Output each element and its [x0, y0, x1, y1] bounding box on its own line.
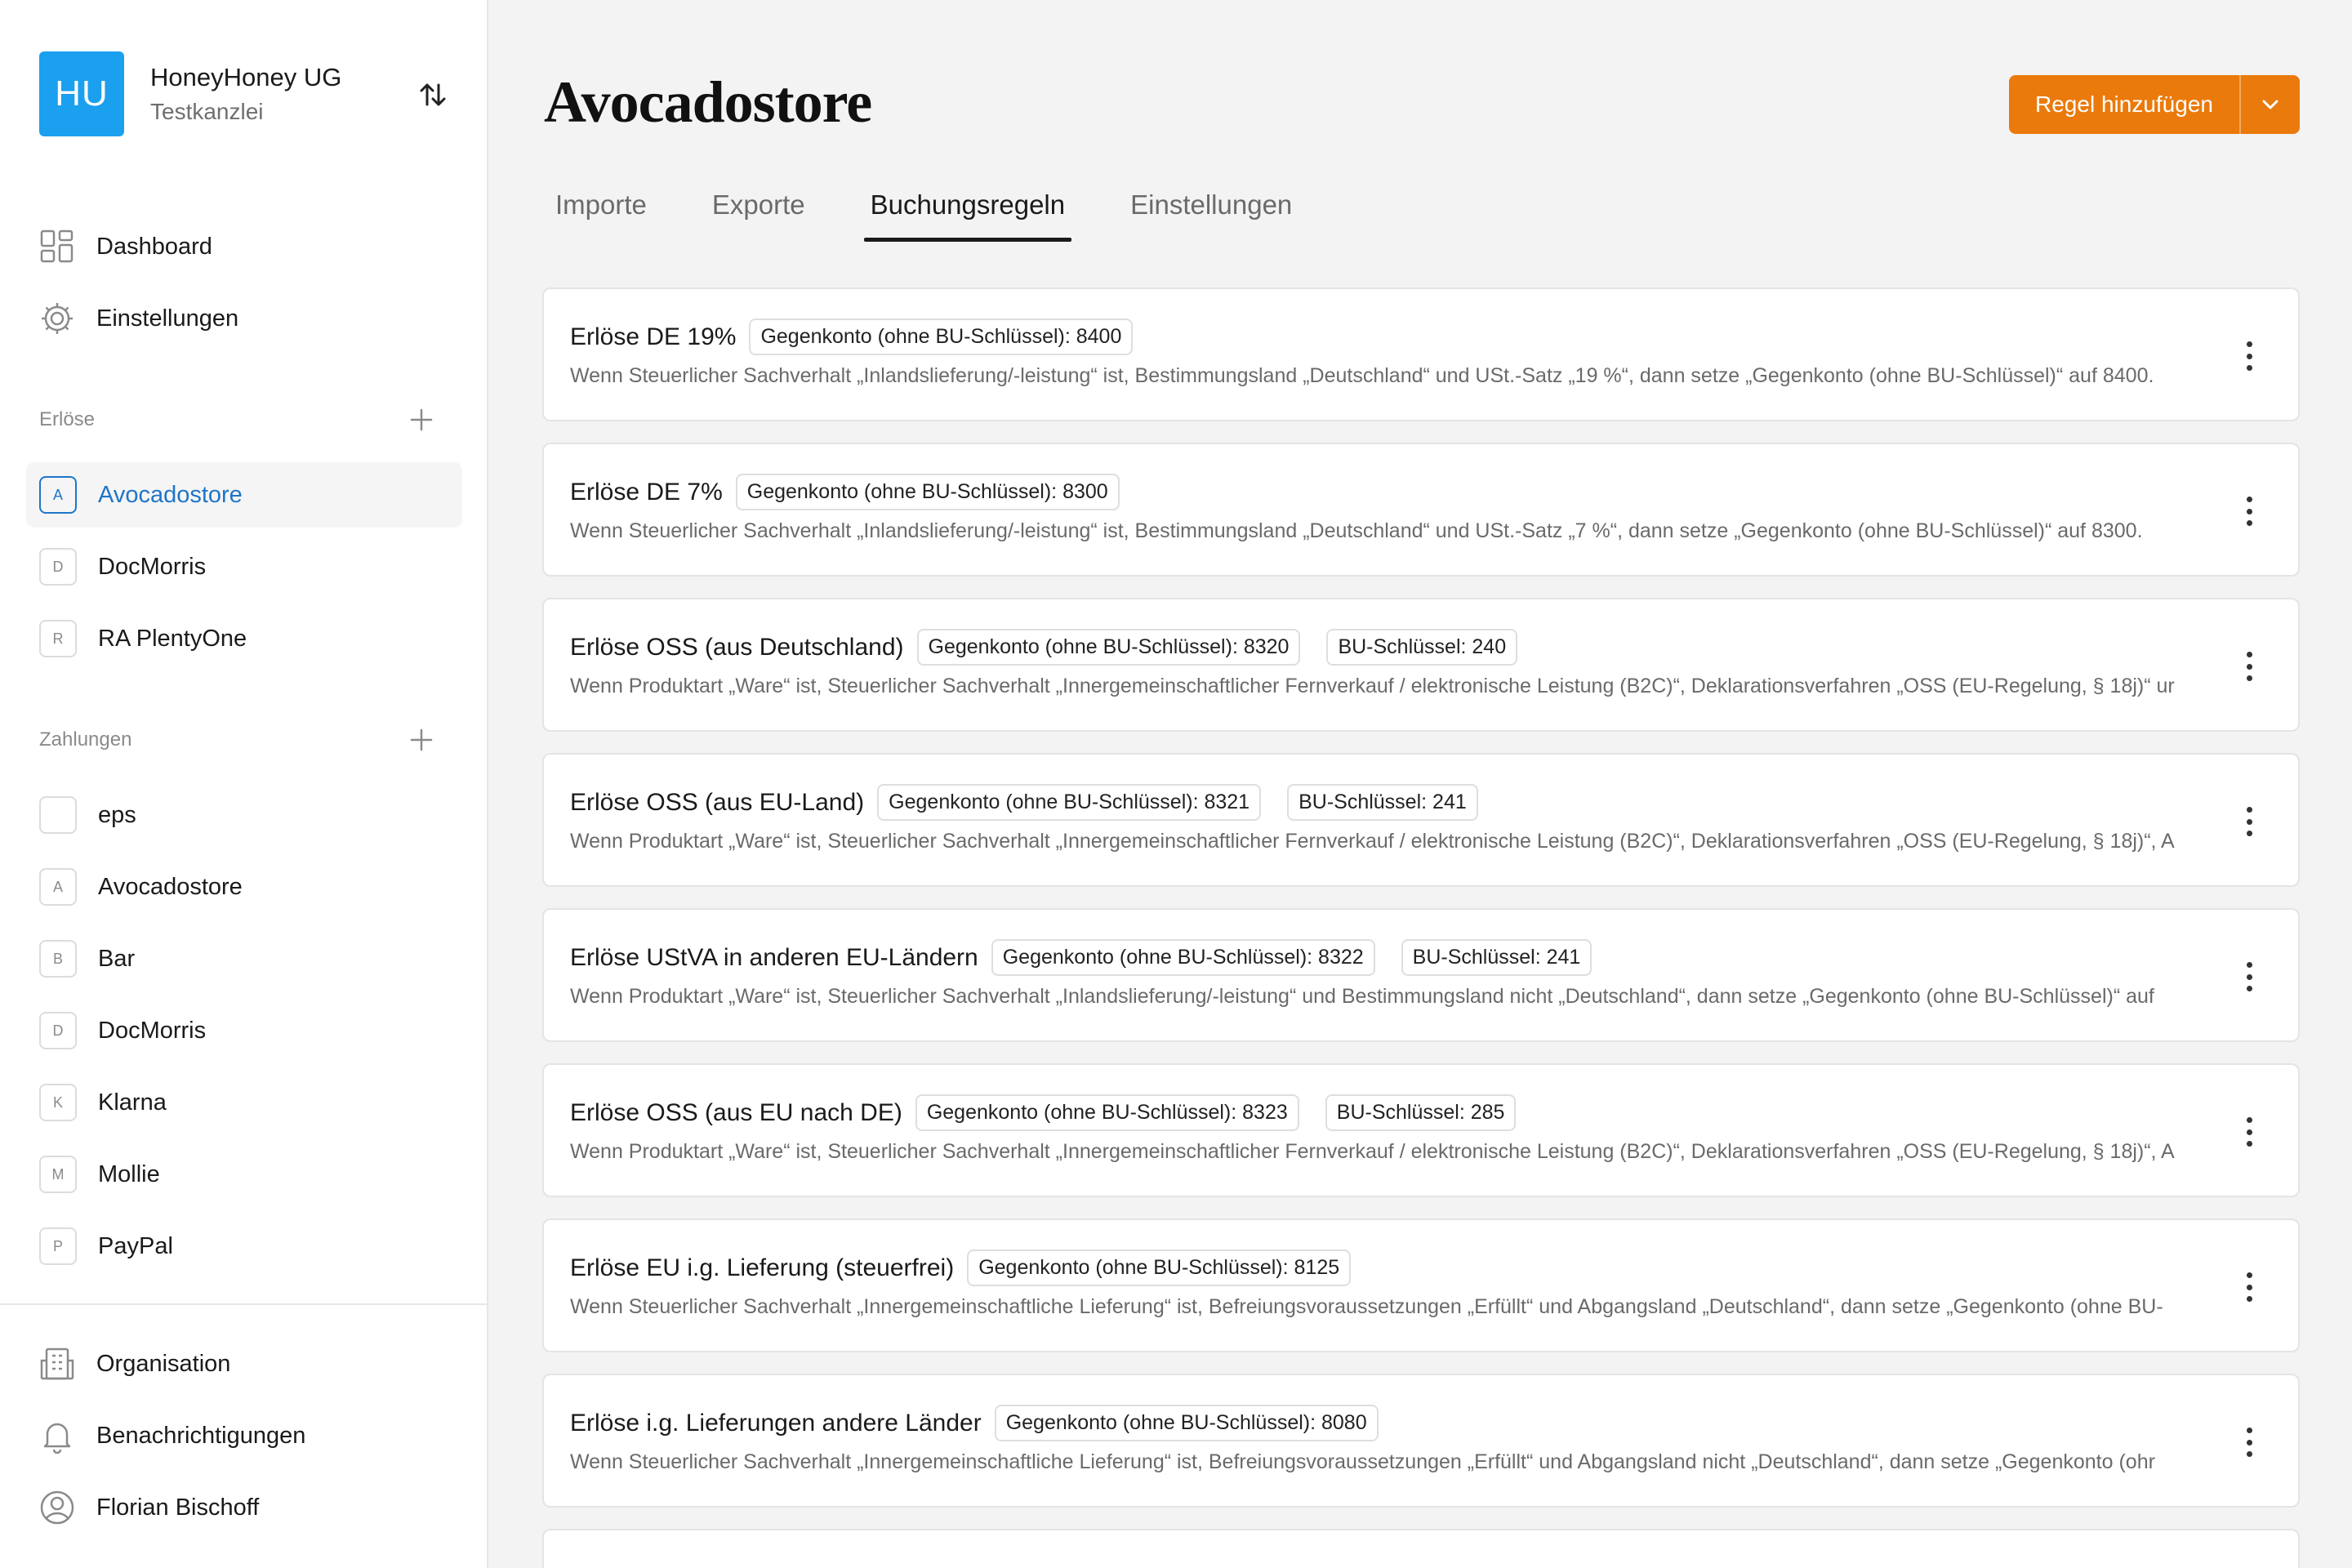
sidebar-item-zahlungen-eps[interactable]	[26, 782, 462, 848]
section-header-zahlungen	[39, 715, 438, 764]
rule-name: Erlöse DE 19%	[570, 323, 737, 350]
more-options-icon[interactable]	[2233, 959, 2265, 995]
rule-card[interactable]	[542, 753, 2300, 887]
nav-item-label: Florian Bischoff	[96, 1494, 260, 1521]
rule-badge-gegenkonto: Gegenkonto (ohne BU-Schlüssel): 8323	[915, 1094, 1299, 1131]
section-title: Zahlungen	[39, 728, 132, 751]
section-header-erloese	[39, 395, 438, 444]
rule-badge-bu-schluessel: BU-Schlüssel: 240	[1326, 629, 1517, 666]
tab-importe[interactable]: Importe	[555, 189, 647, 220]
nav-item-user-profile[interactable]	[26, 1475, 462, 1540]
rule-name: Erlöse OSS (aus EU-Land)	[570, 788, 865, 816]
zahlungen-list	[26, 782, 462, 1285]
rule-description: Wenn Produktart „Ware“ ist, Steuerlicher Sachverhalt „Innergemeinschaftlicher Fernverkauf / elektronische Leistung (B2C)“, Deklarationsverfahren „OSS (EU-Regelung, § 18j)“, A	[570, 830, 2175, 853]
nav-item-label: PayPal	[98, 1232, 173, 1259]
nav-item-label: Avocadostore	[98, 873, 243, 900]
sidebar-divider	[0, 1303, 487, 1305]
main-nav	[26, 214, 462, 358]
letter-avatar: D	[39, 1012, 77, 1049]
more-options-icon[interactable]	[2233, 648, 2265, 684]
rule-badge-gegenkonto: Gegenkonto (ohne BU-Schlüssel): 8300	[736, 474, 1120, 510]
letter-avatar: M	[39, 1156, 77, 1193]
sidebar-item-erloese-avocadostore[interactable]	[26, 462, 462, 528]
rule-badge-gegenkonto: Gegenkonto (ohne BU-Schlüssel): 8080	[995, 1405, 1379, 1441]
rule-name: Erlöse i.g. Lieferungen andere Länder	[570, 1409, 982, 1437]
rule-badge-gegenkonto: Gegenkonto (ohne BU-Schlüssel): 8321	[877, 784, 1261, 821]
add-erloese-plus-icon[interactable]	[405, 403, 438, 436]
rule-badge-bu-schluessel: BU-Schlüssel: 241	[1287, 784, 1478, 821]
add-rule-dropdown-button[interactable]	[2241, 75, 2300, 134]
rule-description: Wenn Produktart „Ware“ ist, Steuerlicher Sachverhalt „Innergemeinschaftlicher Fernverkauf / elektronische Leistung (B2C)“, Deklarationsverfahren „OSS (EU-Regelung, § 18j)“, A	[570, 1140, 2175, 1163]
rule-card[interactable]	[542, 1218, 2300, 1352]
sidebar-item-zahlungen-docmorris[interactable]	[26, 998, 462, 1063]
nav-item-organisation[interactable]	[26, 1331, 462, 1396]
rule-description: Wenn Steuerlicher Sachverhalt „Innergemeinschaftliche Lieferung“ ist, Befreiungsvoraussetzungen „Erfüllt“ und Abgangsland nicht „Deutschland“, dann setze „Gegenkonto (ohr	[570, 1450, 2155, 1473]
sidebar-item-zahlungen-paypal[interactable]	[26, 1214, 462, 1279]
rule-name: Erlöse UStVA in anderen EU-Ländern	[570, 943, 978, 971]
rule-description: Wenn Steuerlicher Sachverhalt „Innergemeinschaftliche Lieferung“ ist, Befreiungsvoraussetzungen „Erfüllt“ und Abgangsland „Deutschland“, dann setze „Gegenkonto (ohne BU-	[570, 1295, 2163, 1318]
sidebar-item-zahlungen-mollie[interactable]	[26, 1142, 462, 1207]
letter-avatar: B	[39, 940, 77, 978]
sidebar	[0, 0, 488, 1568]
more-options-icon[interactable]	[2233, 804, 2265, 840]
rule-description: Wenn Produktart „Ware“ ist, Steuerlicher Sachverhalt „Inlandslieferung/-leistung“ und Bestimmungsland nicht „Deutschland“, dann setze „Gegenkonto (ohne BU-Schlüssel)“ auf	[570, 985, 2154, 1008]
rule-description: Wenn Steuerlicher Sachverhalt „Inlandslieferung/-leistung“ ist, Bestimmungsland „Deutschland“ und USt.-Satz „7 %“, dann setze „Gegenkonto (ohne BU-Schlüssel)“ auf 8300.	[570, 519, 2143, 542]
nav-item-benachrichtigungen[interactable]	[26, 1403, 462, 1468]
rule-description: Wenn Produktart „Ware“ ist, Steuerlicher Sachverhalt „Innergemeinschaftlicher Fernverkauf / elektronische Leistung (B2C)“, Deklarationsverfahren „OSS (EU-Regelung, § 18j)“ ur	[570, 675, 2175, 697]
nav-item-label: eps	[98, 801, 136, 828]
nav-item-label: DocMorris	[98, 553, 207, 580]
rule-name: Erlöse DE 7%	[570, 478, 723, 506]
letter-avatar: A	[39, 476, 77, 514]
tab-bar	[549, 185, 1351, 242]
rule-badge-bu-schluessel: BU-Schlüssel: 241	[1401, 939, 1592, 976]
add-rule-split-button	[2009, 75, 2300, 134]
rule-card[interactable]	[542, 908, 2300, 1042]
switch-organization-icon[interactable]	[410, 72, 456, 118]
letter-avatar: K	[39, 1084, 77, 1121]
organization-subtitle: Testkanzlei	[150, 99, 264, 124]
letter-avatar: D	[39, 548, 77, 586]
nav-item-label: Organisation	[96, 1350, 231, 1377]
rule-card[interactable]	[542, 1063, 2300, 1197]
gear-icon	[39, 301, 75, 336]
more-options-icon[interactable]	[2233, 493, 2265, 529]
nav-item-label: Bar	[98, 945, 136, 972]
rule-badge-gegenkonto: Gegenkonto (ohne BU-Schlüssel): 8322	[991, 939, 1375, 976]
more-options-icon[interactable]	[2233, 1269, 2265, 1305]
sidebar-item-zahlungen-bar[interactable]	[26, 926, 462, 991]
rule-name: Erlöse OSS (aus Deutschland)	[570, 633, 904, 661]
tab-buchungsregeln[interactable]: Buchungsregeln	[864, 185, 1072, 242]
sidebar-item-zahlungen-klarna[interactable]	[26, 1070, 462, 1135]
more-options-icon[interactable]	[2233, 1114, 2265, 1150]
rule-card[interactable]	[542, 287, 2300, 421]
nav-item-label: Avocadostore	[98, 481, 243, 508]
nav-item-label: Mollie	[98, 1160, 160, 1187]
more-options-icon[interactable]	[2233, 1424, 2265, 1460]
rule-card[interactable]	[542, 598, 2300, 732]
sidebar-item-erloese-docmorris[interactable]	[26, 534, 462, 599]
letter-avatar: R	[39, 620, 77, 657]
nav-item-label: DocMorris	[98, 1017, 207, 1044]
sidebar-item-zahlungen-avocadostore[interactable]	[26, 854, 462, 920]
sidebar-item-erloese-ra-plentyone[interactable]	[26, 606, 462, 671]
building-icon	[39, 1346, 75, 1382]
organization-switcher[interactable]	[39, 51, 456, 137]
organization-name: HoneyHoney UG	[150, 63, 342, 91]
nav-item-label: Klarna	[98, 1089, 167, 1116]
organization-avatar: HU	[39, 51, 124, 136]
nav-item-label: RA PlentyOne	[98, 625, 247, 652]
bottom-nav	[26, 1331, 462, 1547]
nav-item-label: Dashboard	[96, 233, 212, 260]
bell-icon	[39, 1418, 75, 1454]
page-title: Avocadostore	[544, 69, 872, 135]
letter-avatar	[39, 796, 77, 834]
letter-avatar: A	[39, 868, 77, 906]
chevron-down-icon	[2259, 93, 2282, 116]
rule-badge-gegenkonto: Gegenkonto (ohne BU-Schlüssel): 8125	[967, 1250, 1351, 1286]
rule-description: Wenn Steuerlicher Sachverhalt „Inlandslieferung/-leistung“ ist, Bestimmungsland „Deutschland“ und USt.-Satz „19 %“, dann setze „Gegenkonto (ohne BU-Schlüssel)“ auf 8400.	[570, 364, 2154, 387]
letter-avatar: P	[39, 1227, 77, 1265]
nav-item-label: Einstellungen	[96, 305, 239, 332]
erloese-list	[26, 462, 462, 678]
rules-list	[542, 287, 2300, 1568]
rule-badge-gegenkonto: Gegenkonto (ohne BU-Schlüssel): 8320	[917, 629, 1301, 666]
rule-badge-gegenkonto: Gegenkonto (ohne BU-Schlüssel): 8400	[749, 318, 1133, 355]
tab-einstellungen[interactable]: Einstellungen	[1130, 189, 1293, 220]
add-zahlungen-plus-icon[interactable]	[405, 724, 438, 756]
dashboard-icon	[39, 229, 75, 265]
tab-exporte[interactable]: Exporte	[711, 189, 805, 220]
nav-item-einstellungen[interactable]	[26, 286, 462, 351]
rule-name: Erlöse OSS (aus EU nach DE)	[570, 1098, 902, 1126]
more-options-icon[interactable]	[2233, 338, 2265, 374]
rule-card[interactable]	[542, 1374, 2300, 1508]
rule-card-partial[interactable]	[542, 1529, 2300, 1568]
add-rule-button[interactable]: Regel hinzufügen	[2035, 91, 2213, 117]
section-title: Erlöse	[39, 408, 96, 430]
nav-item-dashboard[interactable]	[26, 214, 462, 279]
rule-card[interactable]	[542, 443, 2300, 577]
rule-badge-bu-schluessel: BU-Schlüssel: 285	[1325, 1094, 1517, 1131]
rule-name: Erlöse EU i.g. Lieferung (steuerfrei)	[570, 1254, 955, 1281]
user-icon	[39, 1490, 75, 1526]
nav-item-label: Benachrichtigungen	[96, 1422, 306, 1449]
